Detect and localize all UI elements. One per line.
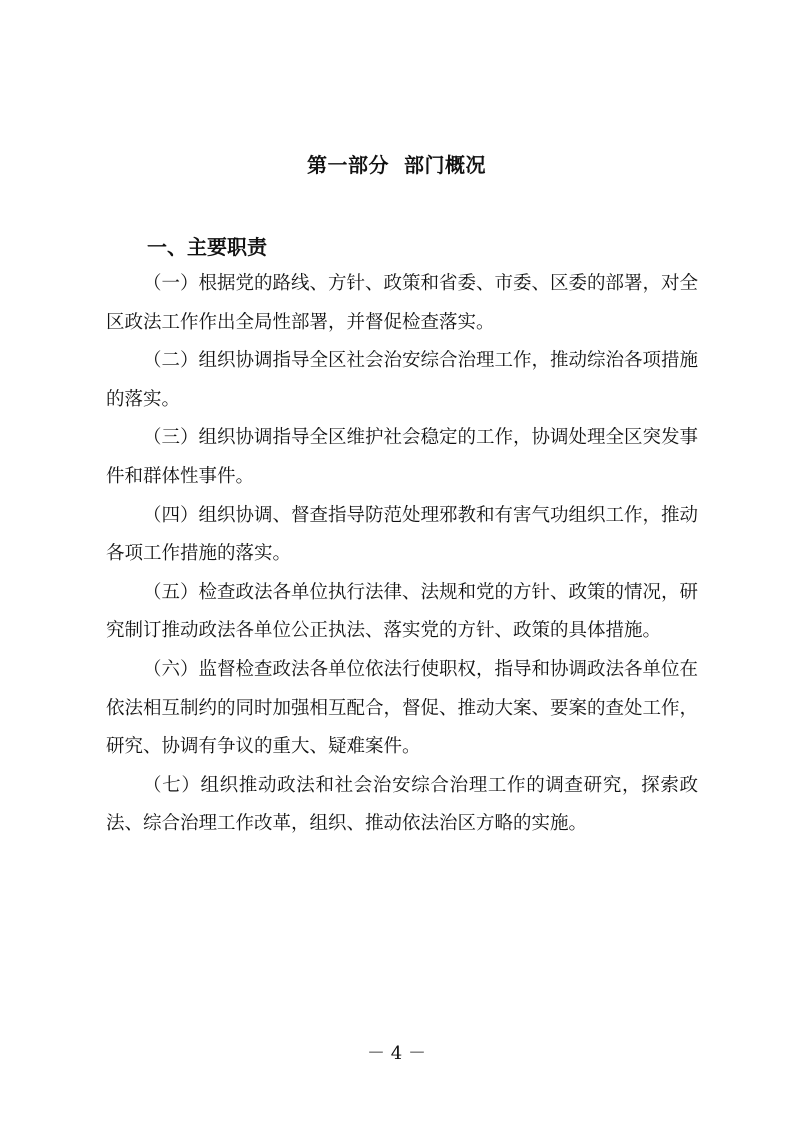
body-text	[106, 265, 698, 844]
duty-paragraph-4: （四）组织协调、督查指导防范处理邪教和有害气功组织工作，推动各项工作措施的落实。	[106, 504, 699, 565]
duty-paragraph-1: （一）根据党的路线、方针、政策和省委、市委、区委的部署，对全区政法工作作出全局性部署，并督促检查落实。	[106, 273, 699, 333]
duty-paragraph-5: （五）检查政法各单位执行法律、法规和党的方针、政策的情况，研究制订推动政法各单位公正执法、落实党的方针、政策的具体措施。	[106, 581, 699, 642]
section-heading: 一、主要职责	[147, 235, 267, 259]
duty-paragraph-3: （三）组织协调指导全区维护社会稳定的工作，协调处理全区突发事件和群体性事件。	[106, 427, 699, 487]
duty-paragraph-7: （七）组织推动政法和社会治安综合治理工作的调查研究，探索政法、综合治理工作改革，组织、推动依法治区方略的实施。	[106, 774, 698, 835]
duty-paragraph-2: （二）组织协调指导全区社会治安综合治理工作，推动综治各项措施的落实。	[106, 350, 699, 410]
duty-paragraph-6: （六）监督检查政法各单位依法行使职权，指导和协调政法各单位在依法相互制约的同时加强相互配合，督促、推动大案、要案的查处工作，研究、协调有争议的重大、疑难案件。	[106, 658, 699, 758]
page-number: － 4 －	[367, 1043, 426, 1064]
page-title: 第一部分 部门概况	[307, 153, 486, 177]
